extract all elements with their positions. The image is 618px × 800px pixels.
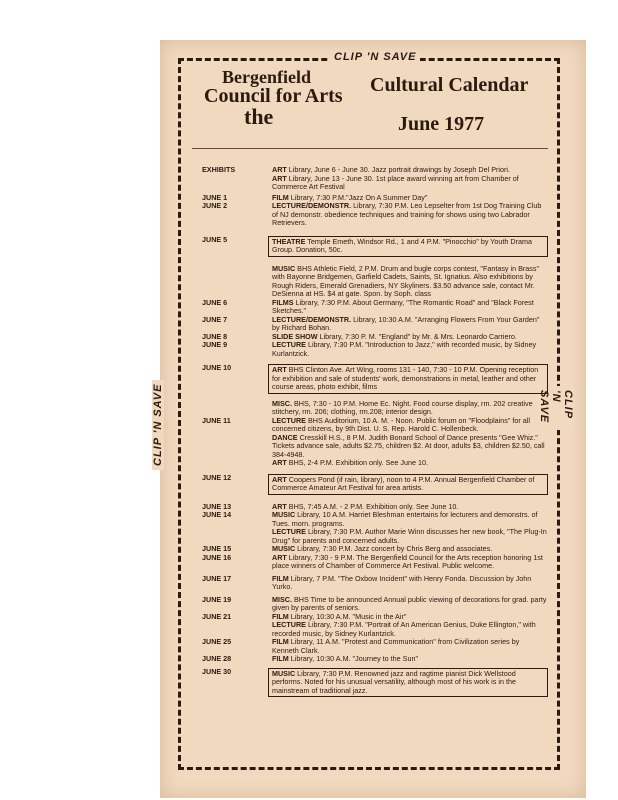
entry-date: JUNE 17 (202, 573, 232, 583)
entry-category: LECTURE (272, 527, 306, 536)
entry-description: BHS, 7:30 - 10 P.M. Home Ec. Night. Food course display, rm. 202 creative stitchery, rm. 206; clothing, rm.208; interior design. (272, 398, 533, 416)
entry-date: JUNE 25 (202, 637, 232, 646)
entry-date (202, 400, 272, 417)
entry-description: Library, 11 A.M. "Protest and Communication" from Civilization series by Kenneth Clark. (272, 637, 520, 655)
logo-line-2: Council for Arts (204, 85, 343, 107)
calendar-entry (202, 668, 548, 698)
entry-date: JUNE 1 (202, 192, 228, 202)
entry-description: Library, 7:30 P.M. "Portrait of An American Genius, Duke Ellington," with recorded music, by Sidney Kurlantzick. (272, 620, 536, 638)
entry-text-boxed (268, 364, 548, 394)
calendar-title: Cultural Calendar (370, 74, 529, 96)
entry-category: FILM (272, 637, 289, 646)
calendar-entry (202, 596, 548, 613)
entry-category: ART (272, 458, 287, 467)
entry-category: LECTURE/DEMONSTR. (272, 201, 352, 210)
entry-category: MUSIC (272, 510, 296, 519)
entry-category: MISC. (272, 398, 292, 408)
entry-text (272, 417, 548, 434)
calendar-month: June 1977 (398, 113, 485, 135)
entry-date: JUNE 30 (202, 666, 232, 676)
entry-category: ART (272, 165, 287, 174)
entry-date: JUNE 8 (202, 331, 228, 341)
clip-n-save-label-right: CLIP 'N SAVE (538, 386, 574, 430)
entry-category: LECTURE/DEMONSTR. (272, 314, 352, 324)
entry-description: Temple Emeth, Windsor Rd., 1 and 4 P.M. "Pinocchio" by Youth Drama Group. Donation, 50c. (272, 236, 532, 254)
entry-date (202, 434, 272, 460)
entry-category: FILM (272, 192, 289, 202)
entry-description: Library, 7:30 P.M. Renowned jazz and ragtime pianist Dick Wellstood performs. Noted for his unusual versatility, although most of his work is in the mainstream of traditional jazz. (272, 668, 516, 695)
entry-text (272, 299, 548, 316)
entry-text-boxed (268, 236, 548, 257)
calendar-entry (202, 316, 548, 333)
entry-description: Library, 7:30 P.M. About Germany, "The Romantic Road" and "Black Forest Sketches." (272, 297, 534, 315)
entry-description: BHS Auditorium, 10 A. M. - Noon. Public forum on "Floodplains" for all concerned citizens, by 9th Dist. U. S. Rep. Harold C. Hollenbeck. (272, 415, 530, 433)
entry-category: MUSIC (272, 544, 296, 553)
entry-text (272, 341, 548, 358)
entry-category: MISC. (272, 594, 292, 604)
entry-date (202, 175, 272, 192)
entry-text (272, 655, 548, 664)
calendar-entry (202, 474, 548, 495)
entry-date: JUNE 7 (202, 314, 228, 324)
entry-date: JUNE 10 (202, 363, 232, 372)
entry-text (272, 459, 548, 468)
entry-text (272, 265, 548, 299)
entry-text (272, 575, 548, 592)
entry-description: BHS Athletic Field, 2 P.M. Drum and bugle corps contest, "Fantasy in Brass" with Bayonne Bridgemen, Garfield Cadets, Saints, St. Ignatius. Also exhibitions by Rough Riders, Emerald Grenadiers, NY Skyliners. $3.50 advance sale, contact Mr. DeSienna at HS. $4 at gate. Spon. by Soph. class (272, 263, 540, 298)
entry-text (272, 175, 548, 192)
entry-date: JUNE 13 (202, 501, 232, 511)
entry-category: FILMS (272, 297, 294, 307)
entry-category: MUSIC (272, 263, 296, 273)
logo-line-1: Bergenfield (222, 67, 311, 87)
entry-description: Library, 7:30 - 9 P.M. The Bergenfield Council for the Arts reception honoring 1st place winners of Chamber of Commerce Art Festival. Public welcome. (272, 552, 543, 570)
entry-text (272, 596, 548, 613)
entry-date: JUNE 6 (202, 297, 228, 307)
entry-date: JUNE 11 (202, 415, 231, 425)
entry-description: Cresskill H.S., 8 P.M. Judith Bonard School of Dance presents "Gee Whiz." Tickets advance sale, adults $2.75, children $2. At door, adults $3, children $2.50, call 384-4948. (272, 432, 545, 459)
entry-description: Library, 7:30 P.M. Jazz concert by Chris Berg and associates. (297, 544, 493, 553)
calendar-entry (202, 655, 548, 664)
entry-text (272, 554, 548, 571)
entry-text (272, 528, 548, 545)
clip-n-save-label-top: CLIP 'N SAVE (330, 51, 420, 63)
entry-category: FILM (272, 611, 289, 621)
calendar-entry (202, 341, 548, 358)
entry-description: Library, 10:30 A.M. "Arranging Flowers From Your Garden" by Richard Bohan. (272, 314, 540, 332)
entry-category: LECTURE (272, 620, 306, 629)
entry-text (272, 316, 548, 333)
entry-description: BHS, 7:45 A.M. - 2 P.M. Exhibition only. See June 10. (288, 501, 459, 511)
entry-category: LECTURE (272, 340, 306, 349)
calendar-entry (202, 554, 548, 571)
entry-category: SLIDE SHOW (272, 331, 318, 341)
entry-text (272, 202, 548, 228)
entry-date (202, 528, 272, 545)
calendar-entry (202, 202, 548, 228)
entry-category: FILM (272, 654, 289, 663)
entry-date: JUNE 12 (202, 472, 232, 482)
entry-description: Coopers Pond (if rain, library), noon to 4 P.M. Annual Bergenfield Chamber of Commerce Amateur Art Festival for area artists. (272, 474, 535, 492)
calendar-entry (202, 434, 548, 460)
entry-date: JUNE 16 (202, 552, 232, 562)
entry-text (272, 511, 548, 528)
entry-category: MUSIC (272, 668, 296, 678)
calendar-entry (202, 175, 548, 192)
entry-text (272, 621, 548, 638)
entry-category: DANCE (272, 432, 298, 442)
calendar-entry (202, 575, 548, 592)
entry-category: ART (272, 474, 287, 484)
entry-description: BHS, 2-4 P.M. Exhibition only. See June 10. (288, 458, 428, 467)
calendar-entry (202, 459, 548, 468)
entry-text (272, 638, 548, 655)
calendar-entry (202, 528, 548, 545)
entry-description: Library, 7:30 P.M. "Introduction to Jazz," with recorded music, by Sidney Kurlantzick. (272, 340, 537, 358)
entry-date (202, 265, 272, 299)
calendar-entry (202, 400, 548, 417)
entry-description: Library, 7:30 P.M."Jazz On A Summer Day" (290, 192, 428, 202)
entry-description: Library, 7:30 P.M. Author Marie Winn discusses her new book, "The Plug-In Drug" for parents and concerned adults. (272, 527, 547, 545)
calendar-entry (202, 511, 548, 528)
entry-date (202, 621, 272, 638)
entry-date: JUNE 19 (202, 594, 232, 604)
entry-date: JUNE 28 (202, 654, 232, 663)
entry-category: ART (272, 552, 287, 562)
council-logo (204, 68, 354, 128)
logo-line-3: the (244, 104, 274, 129)
entry-description: Library, 7:30 P.M. Leo Lepselter from 1st Dog Training Club of NJ demonstr. obedience techniques and training for shows using two Labrador Retrievers. (272, 201, 542, 227)
entry-date: JUNE 9 (202, 340, 228, 349)
calendar-entry (202, 638, 548, 655)
entry-date: JUNE 2 (202, 201, 228, 210)
calendar-entry (202, 364, 548, 394)
entry-text-boxed (268, 474, 548, 495)
entry-date: JUNE 21 (202, 611, 232, 621)
entry-category: ART (272, 365, 287, 374)
calendar-entry (202, 236, 548, 257)
calendar-entry (202, 417, 548, 434)
entry-description: Library, 10:30 A.M. "Journey to the Sun" (290, 654, 418, 663)
entry-description: Library, 7:30 P. M. "England" by Mr. & Mrs. Leonardo Carriero. (319, 331, 517, 341)
clip-n-save-label-left: CLIP 'N SAVE (152, 380, 164, 470)
calendar-listing (202, 166, 548, 697)
entry-category: ART (272, 173, 287, 183)
entry-text-boxed (268, 668, 548, 698)
calendar-entry (202, 299, 548, 316)
entry-description: Library, 10 A.M. Harriet Bleshman entertains for lecturers and demonstrs. of Tues. morn. programs. (272, 510, 538, 528)
header-divider (192, 148, 548, 149)
calendar-entry (202, 265, 548, 299)
entry-description: Library, 7 P.M. "The Oxbow Incident" with Henry Fonda. Discussion by John Yurko. (272, 573, 532, 591)
entry-text (272, 400, 548, 417)
entry-category: FILM (272, 573, 289, 583)
entry-description: Library, 10:30 A.M. "Music in the Air" (290, 611, 407, 621)
entry-description: Library, June 13 - June 30. 1st place award winning art from Chamber of Commerce Art Festival (272, 173, 519, 191)
entry-date: JUNE 15 (202, 544, 232, 553)
entry-date: EXHIBITS (202, 165, 236, 174)
entry-description: BHS Time to be announced Annual public viewing of decorations for grad. party given by parents of seniors. (272, 594, 547, 612)
entry-date: JUNE 14 (202, 510, 232, 519)
entry-category: LECTURE (272, 415, 306, 425)
calendar-entry (202, 621, 548, 638)
entry-description: BHS Clinton Ave. Art Wing, rooms 131 - 140, 7:30 - 10 P.M. Opening reception for exhibition and sale of students' work, demonstrations in metal, leather and other course areas, photo exhibit, films (272, 365, 539, 391)
entry-text (272, 434, 548, 460)
entry-description: Library, June 6 - June 30. Jazz portrait drawings by Joseph Del Priori. (288, 165, 510, 174)
entry-category: ART (272, 501, 287, 511)
entry-date (202, 459, 272, 468)
entry-date: JUNE 5 (202, 234, 228, 244)
entry-category: THEATRE (272, 236, 306, 246)
